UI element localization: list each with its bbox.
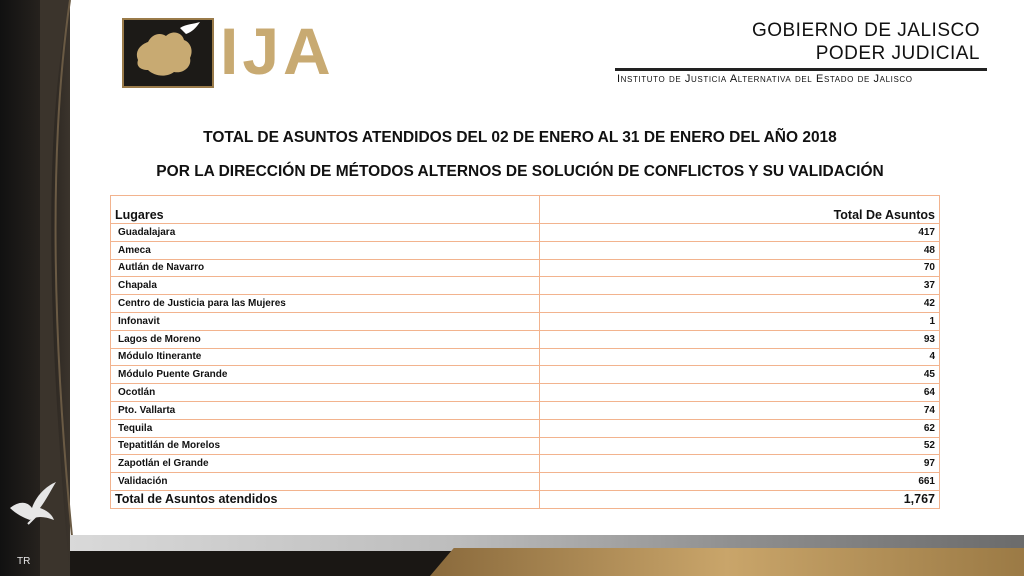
total-value: 1,767 [540, 490, 940, 508]
ija-logo-text: IJA [220, 14, 335, 88]
judicial-branch-name: PODER JUDICIAL [815, 43, 980, 64]
count-cell: 4 [540, 348, 940, 366]
location-cell: Tepatitlán de Morelos [111, 437, 540, 455]
table-row [111, 330, 940, 348]
table-row [111, 259, 940, 277]
location-cell: Chapala [111, 277, 540, 295]
cases-table [110, 195, 940, 509]
table-row [111, 384, 940, 402]
count-cell: 48 [540, 241, 940, 259]
table-row [111, 241, 940, 259]
count-cell: 97 [540, 455, 940, 473]
table-row [111, 366, 940, 384]
count-cell: 1 [540, 312, 940, 330]
report-title: TOTAL DE ASUNTOS ATENDIDOS DEL 02 DE ENERO AL 31 DE ENERO DEL AÑO 2018 [203, 129, 837, 146]
count-cell: 70 [540, 259, 940, 277]
bottom-gold-bar [430, 548, 1024, 576]
location-cell: Ameca [111, 241, 540, 259]
table-header-row [111, 196, 940, 224]
table-row [111, 224, 940, 242]
count-cell: 62 [540, 419, 940, 437]
location-cell: Infonavit [111, 312, 540, 330]
count-cell: 661 [540, 473, 940, 491]
header-total: Total De Asuntos [540, 196, 940, 224]
table-row [111, 473, 940, 491]
table-row [111, 455, 940, 473]
location-cell: Ocotlán [111, 384, 540, 402]
jalisco-map-logo [122, 18, 214, 88]
location-cell: Guadalajara [111, 224, 540, 242]
count-cell: 417 [540, 224, 940, 242]
count-cell: 42 [540, 295, 940, 313]
header-divider [615, 68, 987, 71]
location-cell: Zapotlán el Grande [111, 455, 540, 473]
location-cell: Pto. Vallarta [111, 401, 540, 419]
total-label: Total de Asuntos atendidos [111, 490, 540, 508]
footer-initials: TR [17, 556, 31, 567]
count-cell: 74 [540, 401, 940, 419]
count-cell: 52 [540, 437, 940, 455]
count-cell: 37 [540, 277, 940, 295]
location-cell: Validación [111, 473, 540, 491]
location-cell: Tequila [111, 419, 540, 437]
location-cell: Módulo Itinerante [111, 348, 540, 366]
dove-icon [6, 478, 58, 526]
header-lugares: Lugares [111, 196, 540, 224]
report-subtitle: POR LA DIRECCIÓN DE MÉTODOS ALTERNOS DE SOLUCIÓN DE CONFLICTOS Y SU VALIDACIÓN [156, 163, 884, 180]
table-row [111, 295, 940, 313]
table-row [111, 348, 940, 366]
table-row [111, 401, 940, 419]
institute-name: Instituto de Justicia Alternativa del Estado de Jalisco [617, 73, 913, 85]
table-row [111, 419, 940, 437]
jalisco-map-icon [124, 20, 212, 86]
count-cell: 93 [540, 330, 940, 348]
location-cell: Lagos de Moreno [111, 330, 540, 348]
location-cell: Autlán de Navarro [111, 259, 540, 277]
table-total-row [111, 490, 940, 508]
table-row [111, 312, 940, 330]
table-row [111, 277, 940, 295]
count-cell: 64 [540, 384, 940, 402]
location-cell: Centro de Justicia para las Mujeres [111, 295, 540, 313]
count-cell: 45 [540, 366, 940, 384]
table-row [111, 437, 940, 455]
government-name: GOBIERNO DE JALISCO [751, 20, 980, 41]
location-cell: Módulo Puente Grande [111, 366, 540, 384]
